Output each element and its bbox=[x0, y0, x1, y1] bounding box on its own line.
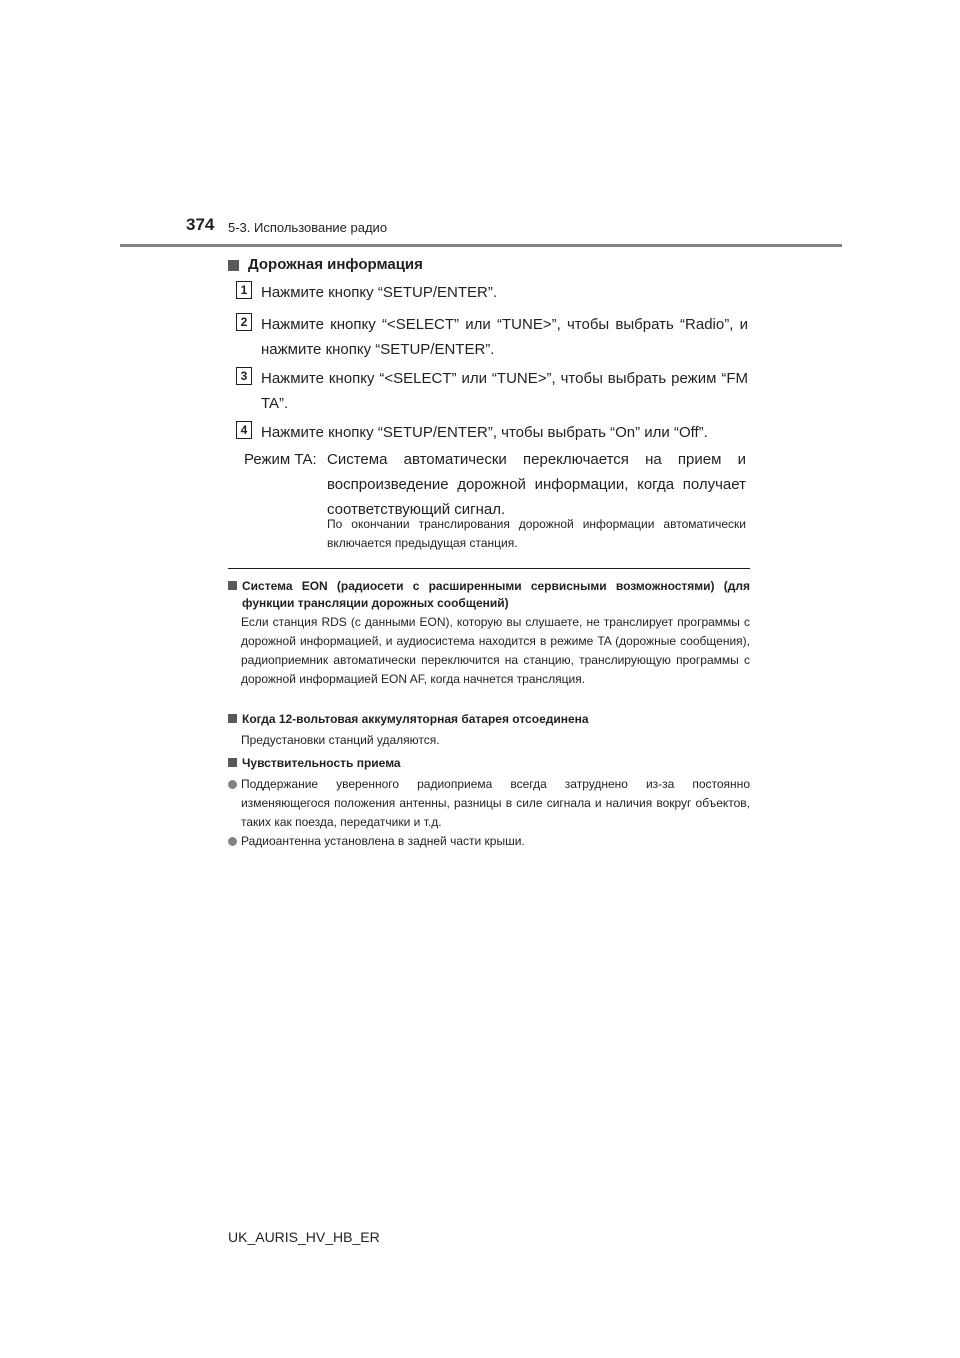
page-number: 374 bbox=[186, 215, 215, 234]
section-divider bbox=[228, 568, 750, 569]
circle-bullet-icon bbox=[228, 780, 237, 789]
footer-code: UK_AURIS_HV_HB_ER bbox=[228, 1229, 380, 1245]
note-title-text: Чувствительность приема bbox=[242, 756, 401, 770]
step-number: 4 bbox=[236, 421, 252, 439]
note-title-text: Система EON (радиосети с расширенными сервисными возможностями) (для функции трансляции дорожных сообщений) bbox=[242, 579, 750, 610]
square-bullet-icon bbox=[228, 758, 237, 767]
note-reception-title bbox=[228, 755, 750, 772]
mode-label: Режим TA: bbox=[244, 451, 317, 468]
step-3 bbox=[236, 366, 748, 416]
step-text: Нажмите кнопку “SETUP/ENTER”, чтобы выбрать “On” или “Off”. bbox=[261, 424, 708, 441]
step-4 bbox=[236, 420, 748, 445]
section-title: 5-3. Использование радио bbox=[228, 220, 388, 235]
note-battery-title bbox=[228, 711, 750, 728]
step-number: 2 bbox=[236, 313, 252, 331]
main-heading bbox=[228, 255, 423, 275]
square-bullet-icon bbox=[228, 581, 237, 590]
bullet-text: Радиоантенна установлена в задней части крыши. bbox=[241, 834, 525, 848]
note-eon-title bbox=[228, 578, 750, 612]
list-item bbox=[228, 775, 750, 832]
note-eon-body: Если станция RDS (с данными EON), которую вы слушаете, не транслирует программы с дорожной информацией, и аудиосистема находится в режиме TA (дорожные сообщения), радиоприемник автоматически переключится на станцию, транслирующую программы с дорожной информацией EON AF, когда начнется трансляция. bbox=[241, 615, 750, 686]
mode-note: По окончании транслирования дорожной информации автоматически включается предыдущая станция. bbox=[327, 517, 746, 550]
header-rule bbox=[120, 244, 842, 247]
step-text: Нажмите кнопку “<SELECT” или “TUNE>”, чтобы выбрать “Radio”, и нажмите кнопку “SETUP/ENTER”. bbox=[261, 316, 748, 358]
step-text: Нажмите кнопку “SETUP/ENTER”. bbox=[261, 284, 497, 301]
note-battery-body: Предустановки станций удаляются. bbox=[241, 733, 440, 747]
step-number: 1 bbox=[236, 281, 252, 299]
mode-description: Система автоматически переключается на прием и воспроизведение дорожной информации, когда получает соответствующий сигнал. bbox=[327, 451, 746, 518]
note-title-text: Когда 12-вольтовая аккумуляторная батарея отсоединена bbox=[242, 712, 589, 726]
circle-bullet-icon bbox=[228, 837, 237, 846]
step-number: 3 bbox=[236, 367, 252, 385]
step-2 bbox=[236, 312, 748, 362]
bullet-text: Поддержание уверенного радиоприема всегда затруднено из-за постоянно изменяющегося положения антенны, разницы в силе сигнала и наличия вокруг объектов, таких как поезда, передатчики и т.д. bbox=[241, 777, 750, 829]
square-bullet-icon bbox=[228, 260, 239, 271]
square-bullet-icon bbox=[228, 714, 237, 723]
main-heading-text: Дорожная информация bbox=[248, 256, 423, 273]
list-item bbox=[228, 832, 750, 851]
step-text: Нажмите кнопку “<SELECT” или “TUNE>”, чтобы выбрать режим “FM TA”. bbox=[261, 370, 748, 412]
step-1 bbox=[236, 280, 748, 305]
